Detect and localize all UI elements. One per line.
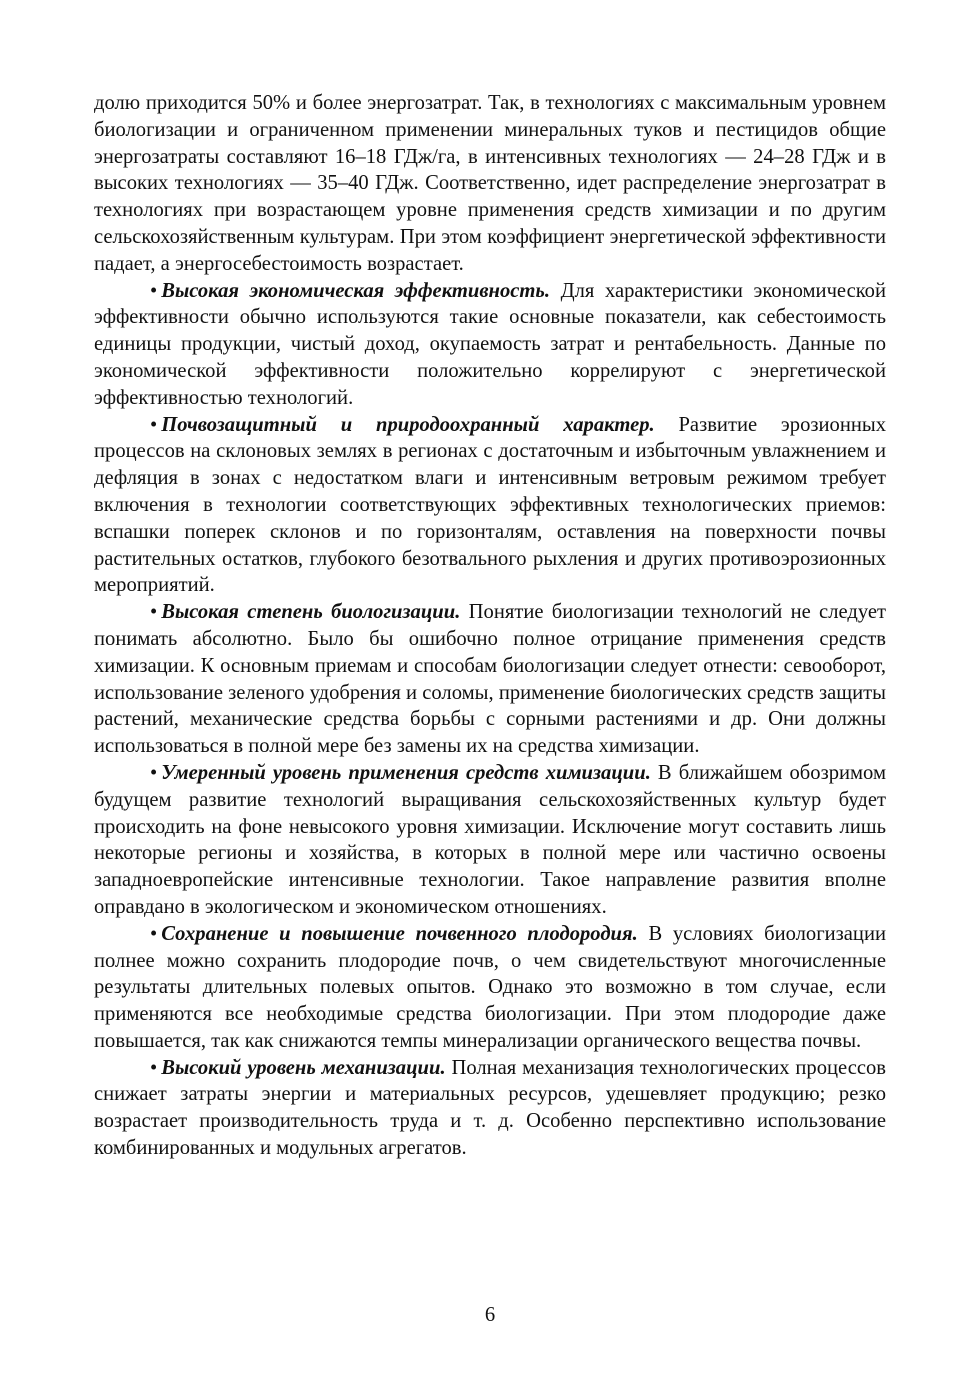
list-item-soil-protection [94, 412, 886, 600]
list-item-biologization [94, 599, 886, 760]
item-heading: Высокая степень биологизации. [161, 601, 461, 624]
list-item-mechanization [94, 1055, 886, 1162]
bullet-icon: • [150, 922, 158, 945]
bullet-icon: • [150, 1056, 158, 1079]
item-heading: Сохранение и повышение почвенного плодородия. [161, 922, 638, 945]
item-heading: Высокий уровень механизации. [161, 1056, 446, 1079]
list-item-soil-fertility [94, 921, 886, 1055]
item-text: Понятие биологизации технологий не следует понимать абсолютно. Было бы ошибочно полное отрицание применения средств химизации. К основным приемам и способам биологизации следует отнести: севооборот, использование зеленого удобрения и соломы, применение биологических средств защиты растений, механические средства борьбы с сорными растениями и др. Они должны использоваться в полной мере без замены их на средства химизации. [94, 601, 886, 758]
bullet-icon: • [150, 601, 158, 624]
bullet-icon: • [150, 761, 158, 784]
item-text: В ближайшем обозримом будущем развитие технологий выращивания сельскохозяйственных культур будет происходить на фоне невысокого уровня химизации. Исключение могут составить лишь некоторые регионы и хозяйства, в которых в полной мере или частично освоены западноевропейские интенсивные технологии. Такое направление развития вполне оправдано в экологическом и экономическом отношениях. [94, 761, 886, 918]
item-heading: Почвозащитный и природоохранный характер. [161, 413, 655, 436]
page-number: 6 [484, 1304, 496, 1326]
list-item-economic-efficiency [94, 278, 886, 412]
item-text: Для характеристики экономической эффективности обычно используются такие основные показатели, как себестоимость единицы продукции, чистый доход, окупаемость затрат и рентабельность. Данные по экономической эффективности положительно коррелируют с энергетической эффективностью технологий. [94, 279, 887, 409]
bullet-icon: • [150, 279, 158, 302]
list-item-chemicalization [94, 760, 886, 921]
item-heading: Высокая экономическая эффективность. [161, 279, 550, 302]
item-text: Полная механизация технологических процессов снижает затраты энергии и материальных ресурсов, удешевляет продукцию; резко возрастает производительность труда и т. д. Особенно перспективно использование комбинированных и модульных агрегатов. [94, 1056, 887, 1160]
item-heading: Умеренный уровень применения средств химизации. [161, 761, 651, 784]
item-text: В условиях биологизации полнее можно сохранить плодородие почв, о чем свидетельствуют многочисленные результаты длительных полевых опытов. Однако это возможно в том случае, если применяются все необходимые средства биологизации. При этом плодородие даже повышается, так как снижаются темпы минерализации органического вещества почвы. [94, 922, 886, 1052]
page-body [94, 90, 886, 1162]
item-text: Развитие эрозионных процессов на склоновых землях в регионах с достаточным и избыточным увлажнением и дефляция в зонах с недостатком влаги и интенсивным ветровым режимом требует включения в технологии соответствующих эффективных технологических приемов: вспашки поперек склонов и по горизонталям, оставления на поверхности почвы растительных остатков, глубокого безотвального рыхления и других противоэрозионных мероприятий. [94, 413, 886, 597]
intro-paragraph: долю приходится 50% и более энергозатрат. Так, в технологиях с максимальным уровнем биологизации и ограниченном применении минеральных туков и пестицидов общие энергозатраты составляют 16–18 ГДж/га, в интенсивных технологиях — 24–28 ГДж и в высоких технологиях — 35–40 ГДж. Соответственно, идет распределение энергозатрат в технологиях при возрастающем уровне применения средств химизации и по другим сельскохозяйственным культурам. При этом коэффициент энергетической эффективности падает, а энергосебестоимость возрастает. [94, 92, 886, 275]
bullet-icon: • [150, 413, 158, 436]
